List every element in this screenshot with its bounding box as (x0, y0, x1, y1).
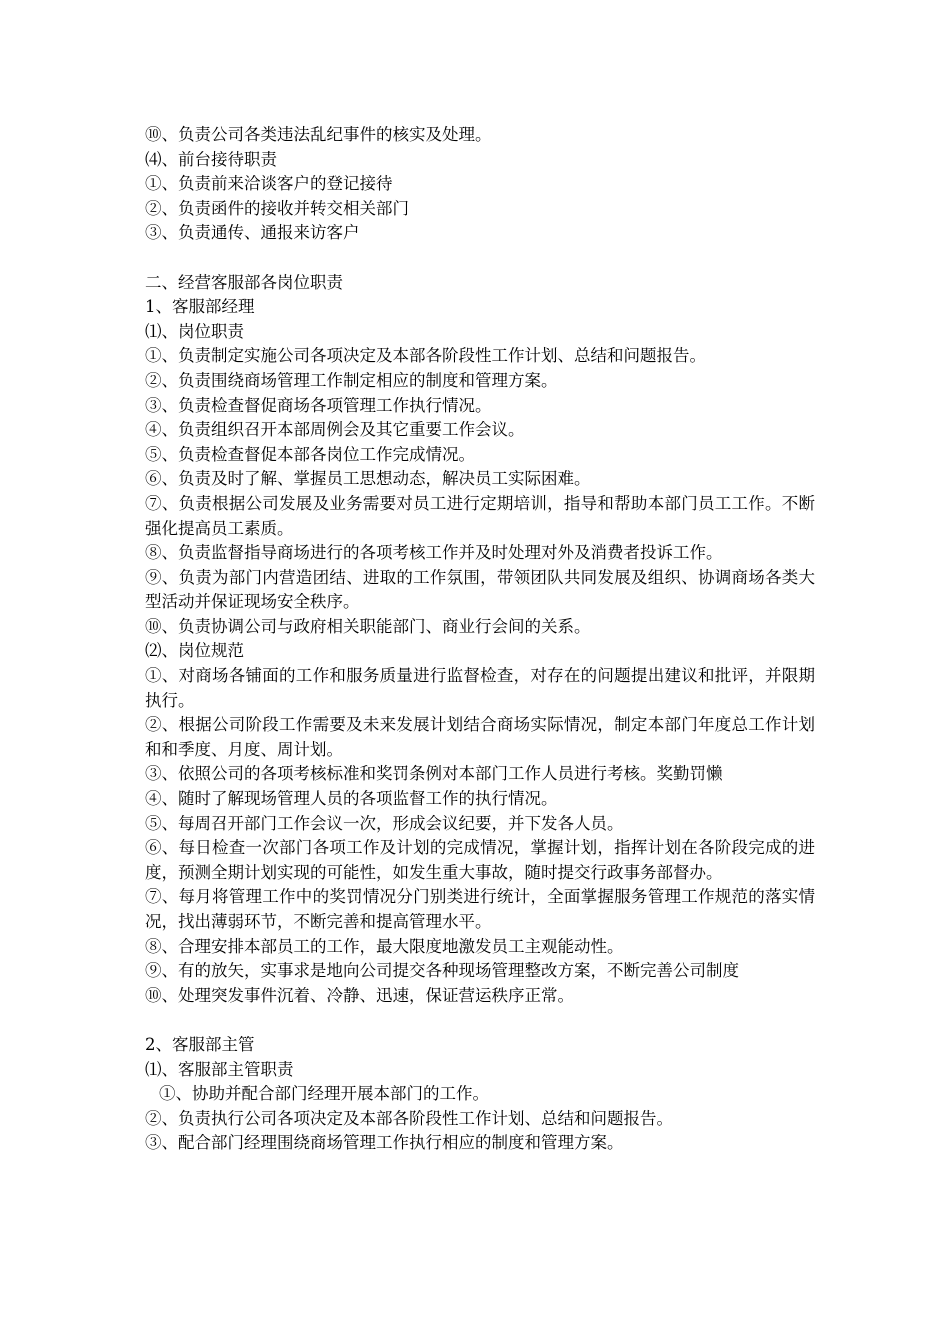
paragraph-line: ③、负责通传、通报来访客户 (145, 223, 360, 243)
list-item: ⑥、每日检查一次部门各项工作及计划的完成情况，掌握计划，指挥计划在各阶段完成的进度，预测全期计划实现的可能性，如发生重大事故，随时提交行政事务部督办。 (145, 838, 815, 882)
list-item: ⑥、负责及时了解、掌握员工思想动态，解决员工实际困难。 (145, 469, 591, 489)
list-heading: ⑵、岗位规范 (145, 641, 244, 661)
list-item: ⑦、负责根据公司发展及业务需要对员工进行定期培训，指导和帮助本部门员工工作。不断强化提高员工素质。 (145, 493, 815, 538)
list-item: ⑨、负责为部门内营造团结、进取的工作氛围，带领团队共同发展及组织、协调商场各类大型活动并保证现场安全秩序。 (145, 567, 815, 612)
paragraph-line: ⑩、负责公司各类违法乱纪事件的核实及处理。 (145, 125, 492, 144)
list-item: ⑩、负责协调公司与政府相关职能部门、商业行会间的关系。 (145, 616, 591, 636)
list-item: ②、负责围绕商场管理工作制定相应的制度和管理方案。 (145, 370, 558, 390)
section-heading: 二、经营客服部各岗位职责 (145, 272, 343, 292)
paragraph-line: ②、负责函件的接收并转交相关部门 (145, 198, 409, 218)
list-item: ⑦、每月将管理工作中的奖罚情况分门别类进行统计，全面掌握服务管理工作规范的落实情况，找出薄弱环节，不断完善和提高管理水平。 (145, 887, 815, 931)
list-item: ⑧、合理安排本部员工的工作，最大限度地激发员工主观能动性。 (145, 936, 624, 956)
list-item: ⑤、负责检查督促本部各岗位工作完成情况。 (145, 444, 475, 464)
list-item: ②、负责执行公司各项决定及本部各阶段性工作计划、总结和问题报告。 (145, 1108, 673, 1128)
paragraph-line: ①、负责前来洽谈客户的登记接待 (145, 174, 393, 194)
list-item: ③、依照公司的各项考核标准和奖罚条例对本部门工作人员进行考核。奖勤罚懒 (145, 764, 723, 784)
list-item: ①、对商场各铺面的工作和服务质量进行监督检查，对存在的问题提出建议和批评，并限期执行。 (145, 666, 815, 710)
subheading-reception: ⑷、前台接待职责 (145, 149, 277, 169)
list-heading: ⑴、岗位职责 (145, 321, 244, 341)
list-item: ③、配合部门经理围绕商场管理工作执行相应的制度和管理方案。 (145, 1133, 624, 1153)
list-item: ③、负责检查督促商场各项管理工作执行情况。 (145, 395, 492, 415)
list-item: ②、根据公司阶段工作需要及未来发展计划结合商场实际情况，制定本部门年度总工作计划和和季度、月度、周计划。 (145, 715, 815, 759)
list-item: ⑨、有的放矢，实事求是地向公司提交各种现场管理整改方案，不断完善公司制度 (145, 961, 739, 981)
subsection-heading: 1、客服部经理 (145, 297, 255, 317)
list-item: ⑩、处理突发事件沉着、冷静、迅速，保证营运秩序正常。 (145, 985, 574, 1005)
list-item: ⑤、每周召开部门工作会议一次，形成会议纪要，并下发各人员。 (145, 813, 624, 833)
subsection-heading: 2、客服部主管 (145, 1034, 255, 1054)
list-heading: ⑴、客服部主管职责 (145, 1059, 294, 1079)
blank-line (145, 246, 815, 271)
list-item: ⑧、负责监督指导商场进行的各项考核工作并及时处理对外及消费者投诉工作。 (145, 543, 723, 563)
list-item: ④、随时了解现场管理人员的各项监督工作的执行情况。 (145, 789, 558, 809)
list-item: ①、协助并配合部门经理开展本部门的工作。 (159, 1084, 489, 1104)
list-item: ④、负责组织召开本部周例会及其它重要工作会议。 (145, 420, 525, 440)
list-item: ①、负责制定实施公司各项决定及本部各阶段性工作计划、总结和问题报告。 (145, 346, 706, 366)
document-body (145, 123, 815, 1156)
blank-line (145, 1008, 815, 1033)
